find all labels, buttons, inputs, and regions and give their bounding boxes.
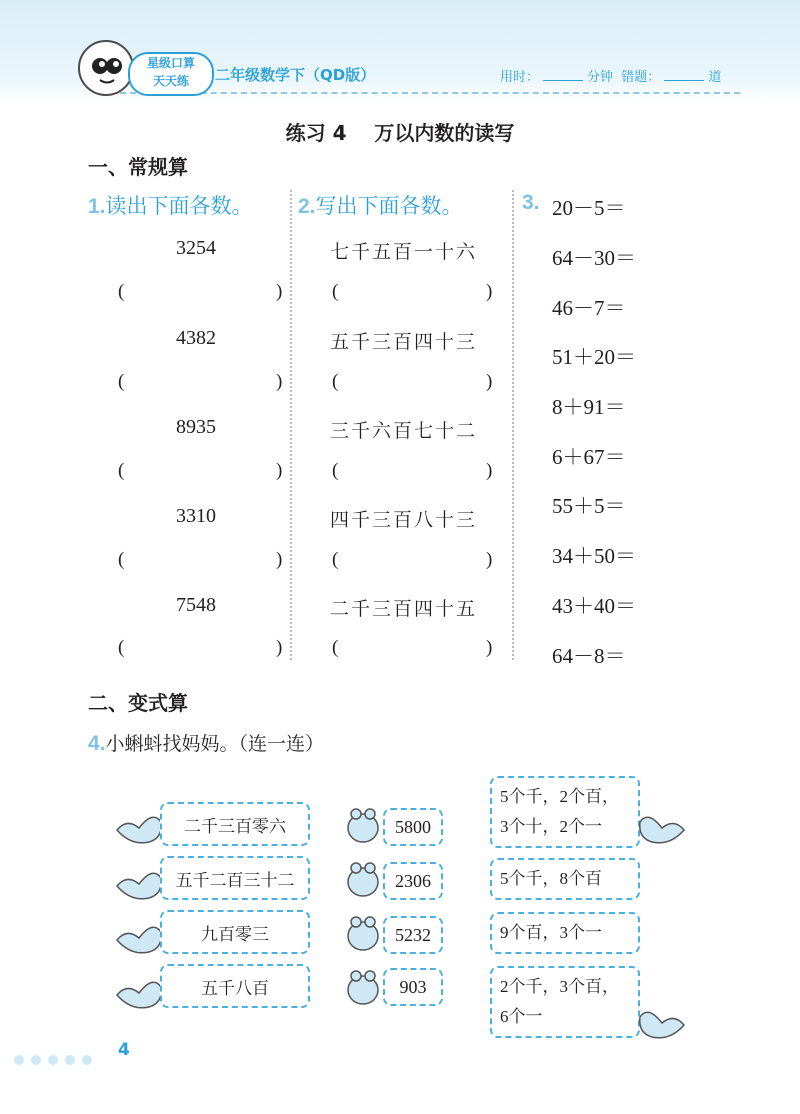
error-unit: 道 (708, 70, 722, 85)
answer-open-paren[interactable]: ( (118, 281, 125, 302)
q2-number-word: 七千五百一十六 (330, 241, 478, 263)
q3-item: 64－30＝ (552, 246, 636, 270)
q3-item: 20－5＝ (552, 196, 626, 220)
footer-dot (48, 1055, 58, 1065)
match-right-line: 3个十，2个一 (500, 817, 602, 836)
answer-close-paren: ) (276, 637, 283, 658)
match-right-line: 9个百，3个一 (500, 923, 602, 942)
page-number: 4 (118, 1040, 130, 1060)
q3-item: 6＋67＝ (552, 445, 626, 469)
answer-close-paren: ) (486, 371, 493, 392)
logo-line1: 星级口算 (146, 56, 195, 70)
match-left-box[interactable]: 二千三百零六 (160, 802, 310, 846)
match-left-box[interactable]: 九百零三 (160, 910, 310, 954)
match-middle-box[interactable]: 903 (383, 968, 443, 1006)
page-title: 练习 4 万以内数的读写 (285, 121, 515, 145)
answer-close-paren: ) (276, 549, 283, 570)
answer-close-paren: ) (486, 281, 493, 302)
q1-heading (88, 190, 253, 220)
match-right-box[interactable] (490, 776, 640, 848)
q3-item: 55＋5＝ (552, 494, 626, 518)
match-left-box[interactable]: 五千八百 (160, 964, 310, 1008)
match-right-box[interactable] (490, 966, 640, 1038)
column-divider (290, 190, 292, 660)
answer-open-paren[interactable]: ( (118, 460, 125, 481)
q3-item: 64－8＝ (552, 644, 626, 668)
q3-number: 3. (522, 191, 540, 214)
q1-number-item: 4382 (176, 327, 216, 349)
answer-close-paren: ) (486, 637, 493, 658)
match-middle-box[interactable]: 5232 (383, 916, 443, 954)
tadpole-icon (113, 800, 163, 1020)
answer-close-paren: ) (276, 460, 283, 481)
match-right-box[interactable] (490, 858, 640, 900)
footer-dot (14, 1055, 24, 1065)
mascot-icon (78, 40, 134, 96)
match-left-box[interactable]: 五千二百三十二 (160, 856, 310, 900)
q2-number-word: 二千三百四十五 (330, 598, 478, 620)
match-right-box[interactable] (490, 912, 640, 954)
q3-item: 46－7＝ (552, 296, 626, 320)
answer-close-paren: ) (276, 371, 283, 392)
footer-dot (65, 1055, 75, 1065)
q4-text: 小蝌蚪找妈妈。（连一连） (105, 733, 325, 755)
q1-number: 1. (88, 195, 106, 218)
answer-open-paren[interactable]: ( (332, 371, 339, 392)
q3-item: 8＋91＝ (552, 395, 626, 419)
answer-close-paren: ) (486, 549, 493, 570)
answer-open-paren[interactable]: ( (332, 637, 339, 658)
q3-item: 34＋50＝ (552, 544, 636, 568)
answer-open-paren[interactable]: ( (332, 549, 339, 570)
q2-text: 写出下面各数。 (315, 194, 463, 218)
answer-open-paren[interactable]: ( (118, 637, 125, 658)
answer-open-paren[interactable]: ( (332, 460, 339, 481)
footer-dot (31, 1055, 41, 1065)
match-middle-box[interactable]: 5800 (383, 808, 443, 846)
time-label: 用时： (500, 70, 540, 85)
q2-number: 2. (298, 195, 316, 218)
section1-title: 一、常规算 (88, 155, 188, 179)
error-blank[interactable] (664, 80, 704, 81)
q2-number-word: 三千六百七十二 (330, 420, 478, 442)
q1-number-item: 3254 (176, 237, 216, 259)
time-blank[interactable] (543, 80, 583, 81)
q3-item: 43＋40＝ (552, 594, 636, 618)
answer-open-paren[interactable]: ( (118, 549, 125, 570)
match-right-line: 6个一 (500, 1007, 543, 1026)
q1-number-item: 8935 (176, 416, 216, 438)
q1-text: 读出下面各数。 (105, 194, 253, 218)
time-error-record (500, 66, 721, 85)
answer-open-paren[interactable]: ( (118, 371, 125, 392)
footer-dots (14, 1050, 99, 1069)
logo-line2: 天天练 (152, 74, 189, 88)
q2-number-word: 四千三百八十三 (330, 509, 478, 531)
book-title: 二年级数学下（QD版） (215, 66, 376, 84)
error-label: 错题： (621, 70, 661, 85)
match-right-line: 5个千，2个百， (500, 787, 619, 806)
q3-item: 51＋20＝ (552, 345, 636, 369)
q3-heading (522, 190, 540, 215)
section2-title: 二、变式算 (88, 691, 188, 715)
time-unit: 分钟 (587, 70, 614, 85)
logo-badge (128, 52, 214, 96)
answer-close-paren: ) (486, 460, 493, 481)
footer-dot (82, 1055, 92, 1065)
column-divider (512, 190, 514, 660)
answer-open-paren[interactable]: ( (332, 281, 339, 302)
match-right-line: 5个千，8个百 (500, 869, 602, 888)
q2-number-word: 五千三百四十三 (330, 331, 478, 353)
q1-number-item: 7548 (176, 594, 216, 616)
q2-heading (298, 190, 463, 220)
frog-icon (344, 800, 382, 1020)
q4-heading (88, 729, 324, 756)
q1-number-item: 3310 (176, 505, 216, 527)
tadpole-icon (638, 800, 688, 1040)
match-right-line: 2个千，3个百， (500, 977, 619, 996)
answer-close-paren: ) (276, 281, 283, 302)
match-middle-box[interactable]: 2306 (383, 862, 443, 900)
q4-number: 4. (88, 732, 106, 755)
